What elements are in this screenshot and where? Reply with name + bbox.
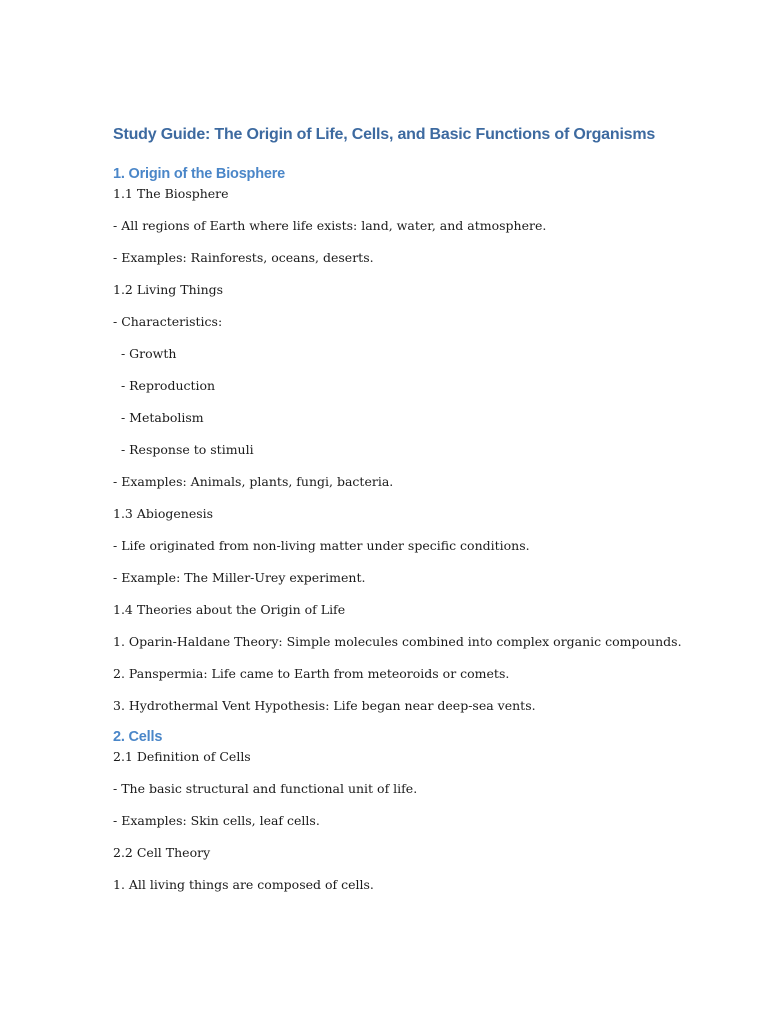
- subsection-heading: 1.4 Theories about the Origin of Life: [113, 602, 346, 617]
- bullet-line: - The basic structural and functional unit of life.: [113, 781, 418, 796]
- section-origin-of-biosphere: [113, 164, 713, 714]
- document-title: Study Guide: The Origin of Life, Cells, and Basic Functions of Organisms: [113, 126, 656, 143]
- bullet-line: - Life originated from non-living matter under specific conditions.: [113, 538, 530, 553]
- sub-bullet-line: - Reproduction: [113, 378, 216, 393]
- bullet-line: - Examples: Animals, plants, fungi, bacteria.: [113, 474, 394, 489]
- sub-bullet-line: - Response to stimuli: [113, 442, 254, 457]
- document-body: [113, 123, 713, 908]
- bullet-line: - Characteristics:: [113, 314, 223, 329]
- section-cells: [113, 727, 713, 893]
- subsection-heading: 2.2 Cell Theory: [113, 845, 211, 860]
- sub-bullet-line: - Metabolism: [113, 410, 204, 425]
- numbered-line: 1. Oparin-Haldane Theory: Simple molecules combined into complex organic compounds.: [113, 634, 682, 649]
- bullet-line: - Examples: Rainforests, oceans, deserts.: [113, 250, 374, 265]
- numbered-line: 1. All living things are composed of cells.: [113, 877, 374, 892]
- bullet-line: - All regions of Earth where life exists: land, water, and atmosphere.: [113, 218, 547, 233]
- sub-bullet-line: - Growth: [113, 346, 177, 361]
- subsection-heading: 1.1 The Biosphere: [113, 186, 229, 201]
- subsection-heading: 1.3 Abiogenesis: [113, 506, 214, 521]
- section-heading: 2. Cells: [113, 729, 163, 745]
- bullet-line: - Examples: Skin cells, leaf cells.: [113, 813, 320, 828]
- numbered-line: 3. Hydrothermal Vent Hypothesis: Life began near deep-sea vents.: [113, 698, 536, 713]
- section-heading: 1. Origin of the Biosphere: [113, 166, 286, 182]
- numbered-line: 2. Panspermia: Life came to Earth from meteoroids or comets.: [113, 666, 510, 681]
- bullet-line: - Example: The Miller-Urey experiment.: [113, 570, 366, 585]
- subsection-heading: 1.2 Living Things: [113, 282, 224, 297]
- subsection-heading: 2.1 Definition of Cells: [113, 749, 251, 764]
